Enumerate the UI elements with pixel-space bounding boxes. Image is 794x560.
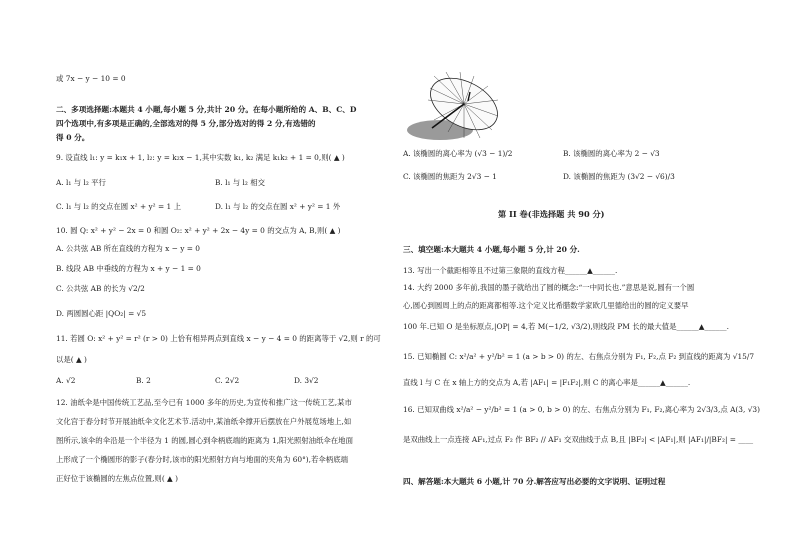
question-11-option-a: A. √2 (56, 376, 76, 385)
question-12-stem: 上形成了一个椭圆形的影子(春分时,该市的阳光照射方向与地面的夹角为 60°),若伞柄底端 (56, 455, 348, 464)
question-11-option-b: B. 2 (136, 376, 151, 385)
question-12-option-c: C. 该椭圆的焦距为 2√3 − 1 (403, 172, 497, 181)
question-11-option-d: D. 3√2 (294, 376, 319, 385)
part-2-title: 第 II 卷(非选择题 共 90 分) (498, 209, 605, 219)
question-14: 14. 大约 2000 多年前,我国的墨子就给出了圆的概念:“一中同长也.”意思是说,圆有一个圆 (403, 283, 695, 292)
question-12-option-b: B. 该椭圆的离心率为 2 − √3 (563, 149, 660, 158)
text-line: 或 7x − y − 10 = 0 (56, 74, 126, 83)
question-11-stem: 11. 若圆 O: x² + y² = r² (r > 0) 上恰有相异两点到直线 x − y − 4 = 0 的距离等于 √2,则 r 的可 (56, 334, 381, 343)
section-3-title: 三、填空题:本大题共 4 小题,每小题 5 分,计 20 分. (403, 245, 580, 254)
question-10-stem: 10. 圆 Q: x² + y² − 2x = 0 和圆 O₂: x² + y² + 2x − 4y = 0 的交点为 A, B,则( ▲ ) (56, 226, 341, 235)
question-16: 16. 已知双曲线 x²/a² − y²/b² = 1 (a > 0, b > 0) 的左、右焦点分别为 F₁, F₂,离心率为 2√3/3,点 A(3, √3) (403, 405, 761, 414)
question-9-option-d: D. l₁ 与 l₂ 的交点在圆 x² + y² = 1 外 (215, 202, 341, 211)
question-12-stem: 文化宫于春分时节开展油纸伞文化艺术节.活动中,某油纸伞撑开后摆放在户外展览场地上,如 (56, 417, 352, 426)
question-11-stem: 以是( ▲ ) (56, 355, 87, 364)
section-2-title: 二、多项选择题:本题共 4 小题,每小题 5 分,共计 20 分。在每小题所给的 A、B、C、D (56, 105, 357, 114)
question-12-option-a: A. 该椭圆的离心率为 (√3 − 1)/2 (403, 149, 513, 158)
question-13: 13. 写出一个截距相等且不过第三象限的直线方程______▲______. (403, 266, 618, 275)
section-2-title: 得 0 分。 (56, 133, 90, 142)
question-15: 15. 已知椭圆 C: x²/a² + y²/b² = 1 (a > b > 0) 的左、右焦点分别为 F₁, F₂,点 F₂ 到直线的距离为 √15/7 (403, 352, 755, 361)
question-12-option-d: D. 该椭圆的焦距为 (3√2 − √6)/3 (563, 172, 675, 181)
question-10-option-b: B. 线段 AB 中垂线的方程为 x + y − 1 = 0 (56, 264, 201, 273)
question-14: 心,圆心到圆周上的点的距离都相等.这个定义比希腊数学家欧几里德给出的圆的定义要早 (403, 301, 689, 310)
section-2-title: 四个选项中,有多项是正确的,全部选对的得 5 分,部分选对的得 2 分,有选错的 (56, 119, 316, 128)
section-4-title: 四、解答题:本大题共 6 小题,计 70 分.解答应写出必要的文字说明、证明过程 (403, 477, 666, 486)
question-15: 直线 l 与 C 在 x 轴上方的交点为 A,若 |AF₁| = |F₁F₂|,则 C 的离心率是______▲______. (403, 378, 691, 387)
question-10-option-d: D. 两圆圆心距 |QO₂| = √5 (56, 309, 147, 318)
question-9-stem: 9. 设直线 l₁: y = k₁x + 1, l₂: y = k₂x − 1,其中实数 k₁, k₂ 满足 k₁k₂ + 1 = 0,则( ▲ ) (56, 153, 345, 162)
umbrella-illustration (404, 66, 510, 146)
question-10-option-c: C. 公共弦 AB 的长为 √2/2 (56, 284, 145, 293)
question-9-option-a: A. l₁ 与 l₂ 平行 (56, 178, 106, 187)
question-12-stem: 正好位于该椭圆的左焦点位置,则( ▲ ) (56, 474, 178, 483)
question-11-option-c: C. 2√2 (215, 376, 240, 385)
question-14: 100 年.已知 O 是坐标原点,|OP| = 4,若 M(−1/2, √3/2),则线段 PM 长的最大值是______▲______. (403, 322, 729, 331)
question-12-stem: 12. 油纸伞是中国传统工艺品,至今已有 1000 多年的历史,为宣传和推广这一传统工艺,某市 (56, 398, 352, 407)
question-10-option-a: A. 公共弦 AB 所在直线的方程为 x − y = 0 (56, 244, 200, 253)
question-9-option-b: B. l₁ 与 l₂ 相交 (215, 178, 266, 187)
question-16: 是双曲线上一点连接 AF₁,过点 F₂ 作 BF₂ // AF₁ 交双曲线于点 B,且 |BF₂| < |AF₁|,则 |AF₁|/|BF₂| = ____ (403, 435, 754, 444)
question-12-stem: 图所示,该伞的伞沿是一个半径为 1 的圆,圆心到伞柄底端的距离为 1,阳光照射油纸伞在地面 (56, 436, 353, 445)
question-9-option-c: C. l₁ 与 l₂ 的交点在圆 x² + y² = 1 上 (56, 202, 181, 211)
